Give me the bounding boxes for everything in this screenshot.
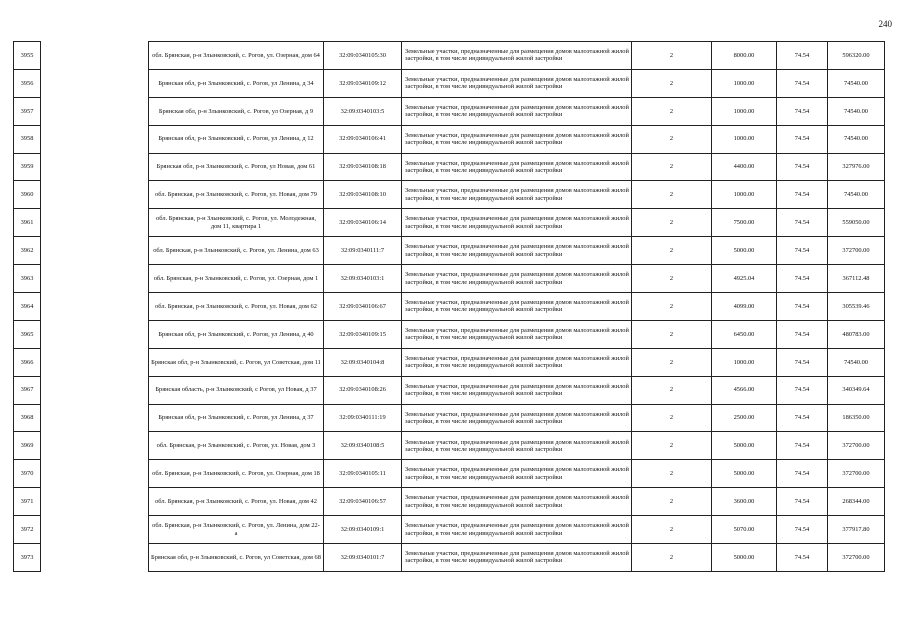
blank-cell <box>41 348 149 376</box>
land-purpose-cell: Земельные участки, предназначенные для размещения домов малоэтажной жилой застройки, в том числе индивидуальной жилой застройки <box>402 69 632 97</box>
table-row <box>14 516 885 544</box>
area-cell: 2500.00 <box>712 404 777 432</box>
cadastral-number-cell: 32:09:0340108:26 <box>324 376 402 404</box>
group-cell: 2 <box>632 265 712 293</box>
cadastral-value-cell: 74540.00 <box>828 97 885 125</box>
area-cell: 4925.04 <box>712 265 777 293</box>
blank-cell <box>41 460 149 488</box>
address-cell: Брянская обл, р-н Злынковский, с. Рогов, ул Новая, дом 61 <box>149 153 324 181</box>
cadastral-number-cell: 32:09:0340103:5 <box>324 97 402 125</box>
table-row <box>14 237 885 265</box>
address-cell: Брянская обл, р-н Злынковский, с. Рогов, ул Советская, дом 11 <box>149 348 324 376</box>
cadastral-value-cell: 327976.00 <box>828 153 885 181</box>
table-row <box>14 97 885 125</box>
address-cell: обл. Брянская, р-н Злынковский, с. Рогов, ул. Ленина, дом 22-а <box>149 516 324 544</box>
cadastral-number-cell: 32:09:0340105:11 <box>324 460 402 488</box>
row-number-cell: 3956 <box>14 69 41 97</box>
group-cell: 2 <box>632 181 712 209</box>
table-row <box>14 265 885 293</box>
table-row <box>14 293 885 321</box>
row-number-cell: 3967 <box>14 376 41 404</box>
blank-cell <box>41 181 149 209</box>
table-row <box>14 488 885 516</box>
address-cell: Брянская обл, р-н Злынковский, с. Рогов, ул Ленина, д 12 <box>149 125 324 153</box>
rate-cell: 74.54 <box>777 237 828 265</box>
row-number-cell: 3962 <box>14 237 41 265</box>
cadastral-number-cell: 32:09:0340101:7 <box>324 544 402 572</box>
group-cell: 2 <box>632 42 712 70</box>
area-cell: 4400.00 <box>712 153 777 181</box>
cadastral-number-cell: 32:09:0340108:10 <box>324 181 402 209</box>
cadastral-value-cell: 74540.00 <box>828 181 885 209</box>
group-cell: 2 <box>632 125 712 153</box>
area-cell: 7500.00 <box>712 209 777 237</box>
cadastral-number-cell: 32:09:0340106:14 <box>324 209 402 237</box>
rate-cell: 74.54 <box>777 376 828 404</box>
rate-cell: 74.54 <box>777 42 828 70</box>
area-cell: 1000.00 <box>712 125 777 153</box>
area-cell: 1000.00 <box>712 348 777 376</box>
blank-cell <box>41 69 149 97</box>
row-number-cell: 3970 <box>14 460 41 488</box>
rate-cell: 74.54 <box>777 293 828 321</box>
rate-cell: 74.54 <box>777 320 828 348</box>
area-cell: 5000.00 <box>712 460 777 488</box>
blank-cell <box>41 42 149 70</box>
cadastral-value-cell: 74540.00 <box>828 348 885 376</box>
cadastral-value-cell: 74540.00 <box>828 125 885 153</box>
area-cell: 1000.00 <box>712 181 777 209</box>
cadastral-value-cell: 372700.00 <box>828 460 885 488</box>
group-cell: 2 <box>632 293 712 321</box>
land-purpose-cell: Земельные участки, предназначенные для размещения домов малоэтажной жилой застройки, в том числе индивидуальной жилой застройки <box>402 42 632 70</box>
row-number-cell: 3964 <box>14 293 41 321</box>
row-number-cell: 3958 <box>14 125 41 153</box>
blank-cell <box>41 209 149 237</box>
table-row <box>14 460 885 488</box>
land-purpose-cell: Земельные участки, предназначенные для размещения домов малоэтажной жилой застройки, в том числе индивидуальной жилой застройки <box>402 544 632 572</box>
row-number-cell: 3973 <box>14 544 41 572</box>
cadastral-number-cell: 32:09:0340111:7 <box>324 237 402 265</box>
group-cell: 2 <box>632 404 712 432</box>
area-cell: 5000.00 <box>712 544 777 572</box>
group-cell: 2 <box>632 376 712 404</box>
address-cell: обл. Брянская, р-н Злынковский, с. Рогов, ул. Новая, дом 62 <box>149 293 324 321</box>
row-number-cell: 3959 <box>14 153 41 181</box>
address-cell: обл. Брянская, р-н Злынковский, с. Рогов, ул. Озерная, дом 1 <box>149 265 324 293</box>
rate-cell: 74.54 <box>777 153 828 181</box>
area-cell: 1000.00 <box>712 69 777 97</box>
cadastral-value-cell: 74540.00 <box>828 69 885 97</box>
cadastral-number-cell: 32:09:0340103:1 <box>324 265 402 293</box>
rate-cell: 74.54 <box>777 516 828 544</box>
cadastral-number-cell: 32:09:0340106:57 <box>324 488 402 516</box>
cadastral-value-cell: 372700.00 <box>828 544 885 572</box>
land-purpose-cell: Земельные участки, предназначенные для размещения домов малоэтажной жилой застройки, в том числе индивидуальной жилой застройки <box>402 516 632 544</box>
table-row <box>14 153 885 181</box>
blank-cell <box>41 544 149 572</box>
land-purpose-cell: Земельные участки, предназначенные для размещения домов малоэтажной жилой застройки, в том числе индивидуальной жилой застройки <box>402 97 632 125</box>
row-number-cell: 3969 <box>14 432 41 460</box>
rate-cell: 74.54 <box>777 544 828 572</box>
rate-cell: 74.54 <box>777 460 828 488</box>
table-row <box>14 42 885 70</box>
blank-cell <box>41 293 149 321</box>
address-cell: Брянская область, р-н Злынковский, с Рогов, ул Новая, д 37 <box>149 376 324 404</box>
cadastral-value-cell: 480783.00 <box>828 320 885 348</box>
table-row <box>14 181 885 209</box>
area-cell: 6450.00 <box>712 320 777 348</box>
cadastral-number-cell: 32:09:0340108:5 <box>324 432 402 460</box>
rate-cell: 74.54 <box>777 265 828 293</box>
land-purpose-cell: Земельные участки, предназначенные для размещения домов малоэтажной жилой застройки, в том числе индивидуальной жилой застройки <box>402 376 632 404</box>
row-number-cell: 3966 <box>14 348 41 376</box>
land-purpose-cell: Земельные участки, предназначенные для размещения домов малоэтажной жилой застройки, в том числе индивидуальной жилой застройки <box>402 153 632 181</box>
land-purpose-cell: Земельные участки, предназначенные для размещения домов малоэтажной жилой застройки, в том числе индивидуальной жилой застройки <box>402 265 632 293</box>
cadastral-value-cell: 367112.48 <box>828 265 885 293</box>
land-purpose-cell: Земельные участки, предназначенные для размещения домов малоэтажной жилой застройки, в том числе индивидуальной жилой застройки <box>402 320 632 348</box>
land-purpose-cell: Земельные участки, предназначенные для размещения домов малоэтажной жилой застройки, в том числе индивидуальной жилой застройки <box>402 488 632 516</box>
area-cell: 4566.00 <box>712 376 777 404</box>
group-cell: 2 <box>632 544 712 572</box>
table-row <box>14 348 885 376</box>
row-number-cell: 3965 <box>14 320 41 348</box>
address-cell: обл. Брянская, р-н Злынковский, с. Рогов, ул. Новая, дом 42 <box>149 488 324 516</box>
group-cell: 2 <box>632 488 712 516</box>
blank-cell <box>41 125 149 153</box>
land-purpose-cell: Земельные участки, предназначенные для размещения домов малоэтажной жилой застройки, в том числе индивидуальной жилой застройки <box>402 125 632 153</box>
rate-cell: 74.54 <box>777 69 828 97</box>
table-row <box>14 209 885 237</box>
row-number-cell: 3961 <box>14 209 41 237</box>
row-number-cell: 3957 <box>14 97 41 125</box>
blank-cell <box>41 516 149 544</box>
land-purpose-cell: Земельные участки, предназначенные для размещения домов малоэтажной жилой застройки, в том числе индивидуальной жилой застройки <box>402 348 632 376</box>
area-cell: 5000.00 <box>712 432 777 460</box>
group-cell: 2 <box>632 97 712 125</box>
group-cell: 2 <box>632 320 712 348</box>
blank-cell <box>41 404 149 432</box>
land-purpose-cell: Земельные участки, предназначенные для размещения домов малоэтажной жилой застройки, в том числе индивидуальной жилой застройки <box>402 209 632 237</box>
blank-cell <box>41 432 149 460</box>
cadastral-number-cell: 32:09:0340106:67 <box>324 293 402 321</box>
address-cell: Брянская обл, р-н Злынковский, с. Рогов, ул Советская, дом 68 <box>149 544 324 572</box>
cadastral-number-cell: 32:09:0340109:12 <box>324 69 402 97</box>
cadastral-value-cell: 559050.00 <box>828 209 885 237</box>
cadastral-value-cell: 596320.00 <box>828 42 885 70</box>
cadastral-number-cell: 32:09:0340104:8 <box>324 348 402 376</box>
cadastral-number-cell: 32:09:0340109:1 <box>324 516 402 544</box>
address-cell: обл. Брянская, р-н Злынковский, с. Рогов, ул. Озерная, дом 18 <box>149 460 324 488</box>
cadastral-value-cell: 268344.00 <box>828 488 885 516</box>
cadastral-number-cell: 32:09:0340109:15 <box>324 320 402 348</box>
cadastral-value-cell: 377917.80 <box>828 516 885 544</box>
address-cell: обл. Брянская, р-н Злынковский, с. Рогов, ул. Молодежная, дом 11, квартира 1 <box>149 209 324 237</box>
area-cell: 4099.00 <box>712 293 777 321</box>
table-row <box>14 125 885 153</box>
cadastral-value-cell: 186350.00 <box>828 404 885 432</box>
address-cell: Брянская обл, р-н Злынковский, с. Рогов, ул Ленина, д 37 <box>149 404 324 432</box>
blank-cell <box>41 97 149 125</box>
cadastral-value-cell: 372700.00 <box>828 432 885 460</box>
area-cell: 8000.00 <box>712 42 777 70</box>
rate-cell: 74.54 <box>777 488 828 516</box>
address-cell: Брянская обл, р-н Злынковский, с. Рогов, ул Ленина, д 40 <box>149 320 324 348</box>
blank-cell <box>41 376 149 404</box>
cadastral-value-cell: 372700.00 <box>828 237 885 265</box>
cadastral-number-cell: 32:09:0340108:18 <box>324 153 402 181</box>
row-number-cell: 3971 <box>14 488 41 516</box>
blank-cell <box>41 153 149 181</box>
rate-cell: 74.54 <box>777 125 828 153</box>
blank-cell <box>41 265 149 293</box>
row-number-cell: 3972 <box>14 516 41 544</box>
rate-cell: 74.54 <box>777 432 828 460</box>
rate-cell: 74.54 <box>777 181 828 209</box>
rate-cell: 74.54 <box>777 348 828 376</box>
group-cell: 2 <box>632 153 712 181</box>
page-number: 240 <box>878 19 892 29</box>
row-number-cell: 3963 <box>14 265 41 293</box>
address-cell: Брянская обл, р-н Злынковский, с. Рогов, ул Озерная, д 9 <box>149 97 324 125</box>
group-cell: 2 <box>632 348 712 376</box>
group-cell: 2 <box>632 69 712 97</box>
row-number-cell: 3968 <box>14 404 41 432</box>
rate-cell: 74.54 <box>777 404 828 432</box>
address-cell: Брянская обл, р-н Злынковский, с. Рогов, ул Ленина, д 34 <box>149 69 324 97</box>
rate-cell: 74.54 <box>777 97 828 125</box>
blank-cell <box>41 488 149 516</box>
address-cell: обл. Брянская, р-н Злынковский, с. Рогов, ул. Новая, дом 3 <box>149 432 324 460</box>
land-purpose-cell: Земельные участки, предназначенные для размещения домов малоэтажной жилой застройки, в том числе индивидуальной жилой застройки <box>402 181 632 209</box>
table-row <box>14 320 885 348</box>
table-row <box>14 432 885 460</box>
group-cell: 2 <box>632 237 712 265</box>
address-cell: обл. Брянская, р-н Злынковский, с. Рогов, ул. Новая, дом 79 <box>149 181 324 209</box>
table-row <box>14 69 885 97</box>
land-purpose-cell: Земельные участки, предназначенные для размещения домов малоэтажной жилой застройки, в том числе индивидуальной жилой застройки <box>402 460 632 488</box>
rate-cell: 74.54 <box>777 209 828 237</box>
area-cell: 3600.00 <box>712 488 777 516</box>
table-row <box>14 404 885 432</box>
row-number-cell: 3955 <box>14 42 41 70</box>
land-purpose-cell: Земельные участки, предназначенные для размещения домов малоэтажной жилой застройки, в том числе индивидуальной жилой застройки <box>402 404 632 432</box>
land-plot-register-table <box>13 41 885 572</box>
group-cell: 2 <box>632 516 712 544</box>
row-number-cell: 3960 <box>14 181 41 209</box>
group-cell: 2 <box>632 209 712 237</box>
land-purpose-cell: Земельные участки, предназначенные для размещения домов малоэтажной жилой застройки, в том числе индивидуальной жилой застройки <box>402 293 632 321</box>
table-row <box>14 376 885 404</box>
address-cell: обл. Брянская, р-н Злынковский, с. Рогов, ул. Озерная, дом 64 <box>149 42 324 70</box>
land-purpose-cell: Земельные участки, предназначенные для размещения домов малоэтажной жилой застройки, в том числе индивидуальной жилой застройки <box>402 237 632 265</box>
area-cell: 1000.00 <box>712 97 777 125</box>
area-cell: 5070.00 <box>712 516 777 544</box>
cadastral-number-cell: 32:09:0340106:41 <box>324 125 402 153</box>
cadastral-value-cell: 340349.64 <box>828 376 885 404</box>
blank-cell <box>41 237 149 265</box>
land-purpose-cell: Земельные участки, предназначенные для размещения домов малоэтажной жилой застройки, в том числе индивидуальной жилой застройки <box>402 432 632 460</box>
cadastral-number-cell: 32:09:0340111:19 <box>324 404 402 432</box>
group-cell: 2 <box>632 460 712 488</box>
cadastral-value-cell: 305539.46 <box>828 293 885 321</box>
address-cell: обл. Брянская, р-н Злынковский, с. Рогов, ул. Ленина, дом 63 <box>149 237 324 265</box>
table-row <box>14 544 885 572</box>
area-cell: 5000.00 <box>712 237 777 265</box>
blank-cell <box>41 320 149 348</box>
group-cell: 2 <box>632 432 712 460</box>
cadastral-number-cell: 32:09:0340105:30 <box>324 42 402 70</box>
register-body <box>14 42 885 572</box>
